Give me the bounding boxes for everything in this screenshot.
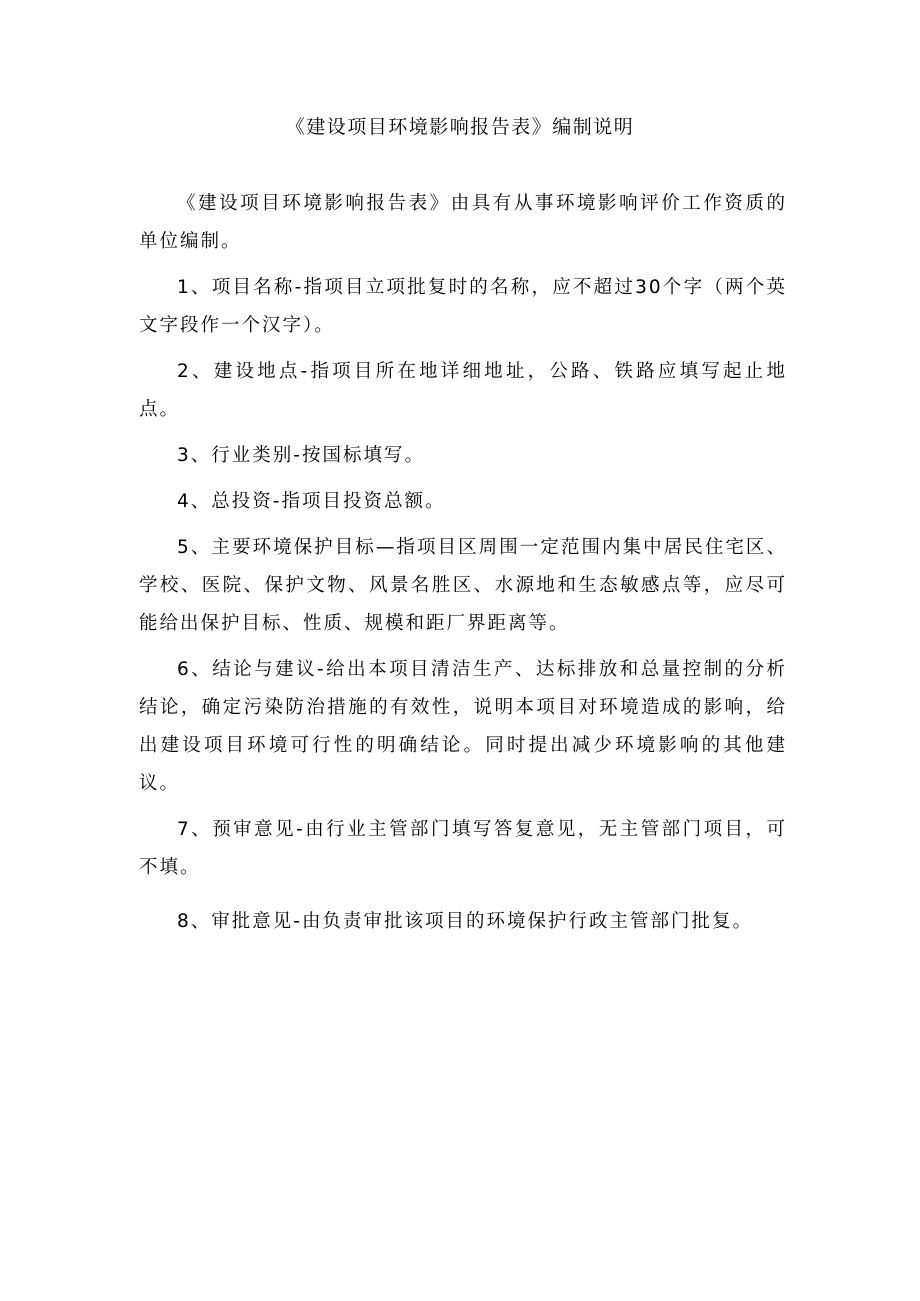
item-3-industry-category: 3、行业类别-按国标填写。 <box>177 445 425 466</box>
document-body <box>139 185 787 949</box>
item-6-conclusions: 6、结论与建议-给出本项目清洁生产、达标排放和总量控制的分析结论，确定污染防治措施的有效性，说明本项目对环境造成的影响，给出建设项目环境可行性的明确结论。同时提出减少环境影响的其他建议。 <box>139 659 787 794</box>
item-2-construction-site: 2、建设地点-指项目所在地详细地址，公路、铁路应填写起止地点。 <box>139 361 787 420</box>
item-8-approval: 8、审批意见-由负责审批该项目的环境保护行政主管部门批复。 <box>177 911 753 932</box>
document-title: 《建设项目环境影响报告表》编制说明 <box>285 116 635 138</box>
item-7-pre-review: 7、预审意见-由行业主管部门填写答复意见，无主管部门项目，可不填。 <box>139 819 787 878</box>
item-5-protection-targets: 5、主要环境保护目标—指项目区周围一定范围内集中居民住宅区、学校、医院、保护文物、风景名胜区、水源地和生态敏感点等，应尽可能给出保护目标、性质、规模和距厂界距离等。 <box>139 537 787 634</box>
item-4-total-investment: 4、总投资-指项目投资总额。 <box>177 491 446 512</box>
item-1-project-name: 1、项目名称-指项目立项批复时的名称，应不超过30个字（两个英文字段作一个汉字）。 <box>139 277 787 336</box>
intro-paragraph: 《建设项目环境影响报告表》由具有从事环境影响评价工作资质的单位编制。 <box>139 193 787 252</box>
